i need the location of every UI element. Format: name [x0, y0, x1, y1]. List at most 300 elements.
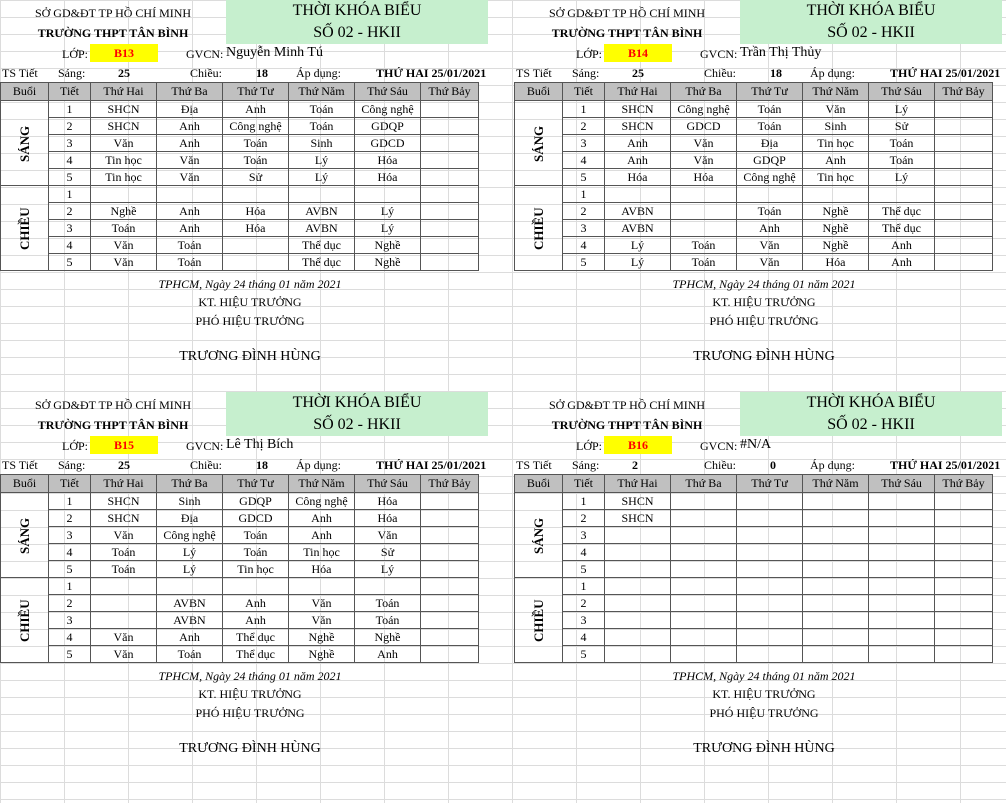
subject-cell[interactable]	[671, 595, 737, 612]
timetable-title: THỜI KHÓA BIỂU	[806, 394, 936, 411]
afternoon-count: 18	[256, 458, 268, 472]
subject-cell[interactable]: Lý	[605, 254, 671, 271]
subject-cell[interactable]: Lý	[869, 101, 935, 118]
subject-cell[interactable]	[803, 493, 869, 510]
subject-cell[interactable]: GDQP	[737, 152, 803, 169]
subject-cell[interactable]	[737, 629, 803, 646]
subject-cell[interactable]	[421, 169, 479, 186]
subject-cell[interactable]: Anh	[355, 646, 421, 663]
table-header-row	[515, 83, 993, 101]
subject-cell[interactable]	[605, 561, 671, 578]
subject-cell[interactable]: Anh	[605, 152, 671, 169]
subject-cell[interactable]	[605, 612, 671, 629]
subject-cell[interactable]: Toán	[869, 135, 935, 152]
subject-cell[interactable]	[421, 118, 479, 135]
subject-cell[interactable]: AVBN	[157, 612, 223, 629]
subject-cell[interactable]: SHCN	[605, 493, 671, 510]
subject-cell[interactable]: Địa	[157, 510, 223, 527]
subject-cell[interactable]	[935, 169, 993, 186]
subject-cell[interactable]	[737, 493, 803, 510]
subject-cell[interactable]: GDCD	[671, 118, 737, 135]
subject-cell[interactable]	[223, 578, 289, 595]
subject-cell[interactable]: Sinh	[289, 135, 355, 152]
subject-cell[interactable]: Tin học	[91, 152, 157, 169]
subject-cell[interactable]	[803, 629, 869, 646]
column-header: Thứ Bảy	[935, 83, 993, 101]
table-row	[1, 561, 479, 578]
subject-cell[interactable]: Nghề	[355, 237, 421, 254]
subject-cell[interactable]: Lý	[355, 203, 421, 220]
subject-cell[interactable]	[935, 237, 993, 254]
subject-cell[interactable]	[935, 578, 993, 595]
subject-cell[interactable]: GDQP	[355, 118, 421, 135]
subject-cell[interactable]	[869, 527, 935, 544]
subject-cell[interactable]	[157, 578, 223, 595]
subject-cell[interactable]	[671, 510, 737, 527]
subject-cell[interactable]: Hóa	[671, 169, 737, 186]
timetable-subtitle: SỐ 02 - HKII	[827, 24, 915, 41]
subject-cell[interactable]: Lý	[157, 561, 223, 578]
subject-cell[interactable]: Hóa	[223, 203, 289, 220]
table-row	[515, 510, 993, 527]
subject-cell[interactable]	[671, 544, 737, 561]
subject-cell[interactable]	[605, 629, 671, 646]
subject-cell[interactable]: Toán	[869, 152, 935, 169]
afternoon-label: Chiều:	[704, 66, 736, 80]
subject-cell[interactable]: Anh	[869, 254, 935, 271]
subject-cell[interactable]	[869, 629, 935, 646]
subject-cell[interactable]	[671, 612, 737, 629]
subject-cell[interactable]: Nghề	[355, 629, 421, 646]
subject-cell[interactable]: Anh	[803, 152, 869, 169]
column-header: Thứ Hai	[91, 83, 157, 101]
subject-cell[interactable]	[605, 544, 671, 561]
subject-cell[interactable]: Thể dục	[289, 237, 355, 254]
subject-cell[interactable]: Toán	[737, 203, 803, 220]
subject-cell[interactable]	[935, 186, 993, 203]
subject-cell[interactable]: Công nghệ	[223, 118, 289, 135]
subject-cell[interactable]: Lý	[355, 220, 421, 237]
subject-cell[interactable]	[421, 186, 479, 203]
subject-cell[interactable]: Sinh	[803, 118, 869, 135]
period-number: 2	[563, 203, 605, 220]
subject-cell[interactable]	[421, 237, 479, 254]
subject-cell[interactable]	[935, 118, 993, 135]
column-header: Thứ Bảy	[421, 475, 479, 493]
subject-cell[interactable]	[935, 152, 993, 169]
subject-cell[interactable]: Toán	[157, 646, 223, 663]
subject-cell[interactable]	[935, 135, 993, 152]
column-header: Thứ Sáu	[355, 83, 421, 101]
subject-cell[interactable]: Văn	[91, 527, 157, 544]
column-header: Thứ Tư	[223, 475, 289, 493]
subject-cell[interactable]: Toán	[91, 220, 157, 237]
subject-cell[interactable]	[935, 629, 993, 646]
subject-cell[interactable]: SHCN	[91, 493, 157, 510]
subject-cell[interactable]	[935, 612, 993, 629]
subject-cell[interactable]: Địa	[157, 101, 223, 118]
subject-cell[interactable]	[737, 561, 803, 578]
subject-cell[interactable]: Văn	[671, 152, 737, 169]
subject-cell[interactable]: Công nghệ	[737, 169, 803, 186]
subject-cell[interactable]: SHCN	[605, 101, 671, 118]
timetable-block	[514, 0, 1000, 393]
teacher-name[interactable]: Trần Thị Thủy	[740, 45, 822, 60]
subject-cell[interactable]: SHCN	[91, 101, 157, 118]
subject-cell[interactable]: GDCD	[223, 510, 289, 527]
subject-cell[interactable]	[605, 527, 671, 544]
subject-cell[interactable]: Anh	[289, 510, 355, 527]
subject-cell[interactable]: AVBN	[605, 203, 671, 220]
subject-cell[interactable]	[803, 561, 869, 578]
subject-cell[interactable]	[935, 220, 993, 237]
subject-cell[interactable]: Nghề	[289, 629, 355, 646]
subject-cell[interactable]: Toán	[157, 237, 223, 254]
period-number: 1	[563, 101, 605, 118]
subject-cell[interactable]: Hóa	[605, 169, 671, 186]
subject-cell[interactable]: Toán	[289, 101, 355, 118]
subject-cell[interactable]: Tin học	[803, 169, 869, 186]
subject-cell[interactable]	[421, 612, 479, 629]
period-number: 4	[49, 544, 91, 561]
kt-line: KT. HIỆU TRƯỞNG	[712, 295, 816, 309]
apply-label: Áp dụng:	[810, 458, 855, 472]
subject-cell[interactable]	[803, 186, 869, 203]
subject-cell[interactable]: Anh	[223, 101, 289, 118]
subject-cell[interactable]	[935, 527, 993, 544]
period-number: 1	[49, 101, 91, 118]
period-number: 4	[563, 629, 605, 646]
subject-cell[interactable]	[869, 186, 935, 203]
subject-cell[interactable]: Hóa	[803, 254, 869, 271]
subject-cell[interactable]: Tin học	[91, 169, 157, 186]
subject-cell[interactable]	[803, 612, 869, 629]
title-banner	[226, 392, 488, 436]
subject-cell[interactable]: Sử	[223, 169, 289, 186]
subject-cell[interactable]: Toán	[737, 101, 803, 118]
subject-cell[interactable]: Anh	[289, 527, 355, 544]
class-value[interactable]: B16	[604, 436, 672, 454]
session-label: CHIỀU	[515, 186, 563, 271]
subject-cell[interactable]	[935, 510, 993, 527]
subject-cell[interactable]: Nghề	[803, 237, 869, 254]
subject-cell[interactable]: Lý	[355, 561, 421, 578]
subject-cell[interactable]: AVBN	[289, 203, 355, 220]
teacher-name[interactable]: #N/A	[740, 437, 772, 452]
subject-cell[interactable]: Tin học	[803, 135, 869, 152]
subject-cell[interactable]	[157, 186, 223, 203]
subject-cell[interactable]: Toán	[223, 152, 289, 169]
subject-cell[interactable]	[671, 527, 737, 544]
column-header: Thứ Bảy	[935, 475, 993, 493]
subject-cell[interactable]: Lý	[605, 237, 671, 254]
timetable-block	[0, 0, 486, 393]
subject-cell[interactable]: Toán	[157, 254, 223, 271]
subject-cell[interactable]: Anh	[869, 237, 935, 254]
subject-cell[interactable]	[289, 578, 355, 595]
subject-cell[interactable]	[671, 629, 737, 646]
subject-cell[interactable]	[421, 254, 479, 271]
subject-cell[interactable]	[421, 578, 479, 595]
subject-cell[interactable]: AVBN	[605, 220, 671, 237]
subject-cell[interactable]	[605, 595, 671, 612]
subject-cell[interactable]	[355, 186, 421, 203]
subject-cell[interactable]: Hóa	[355, 493, 421, 510]
subject-cell[interactable]	[355, 578, 421, 595]
subject-cell[interactable]	[935, 646, 993, 663]
subject-cell[interactable]: GDCD	[355, 135, 421, 152]
subject-cell[interactable]: Hóa	[223, 220, 289, 237]
class-value[interactable]: B15	[90, 436, 158, 454]
subject-cell[interactable]: Địa	[737, 135, 803, 152]
subject-cell[interactable]	[223, 254, 289, 271]
subject-cell[interactable]: Anh	[223, 612, 289, 629]
subject-cell[interactable]	[935, 254, 993, 271]
subject-cell[interactable]: Công nghệ	[671, 101, 737, 118]
subject-cell[interactable]	[421, 493, 479, 510]
subject-cell[interactable]: Sinh	[157, 493, 223, 510]
subject-cell[interactable]: Lý	[157, 544, 223, 561]
subject-cell[interactable]: Lý	[289, 152, 355, 169]
subject-cell[interactable]	[91, 578, 157, 595]
subject-cell[interactable]: Văn	[737, 254, 803, 271]
subject-cell[interactable]: Hóa	[355, 152, 421, 169]
teacher-name[interactable]: Nguyễn Minh Tú	[226, 45, 323, 60]
subject-cell[interactable]: Toán	[289, 118, 355, 135]
subject-cell[interactable]: SHCN	[91, 118, 157, 135]
department-name: SỞ GD&ĐT TP HỒ CHÍ MINH	[548, 398, 706, 412]
period-number: 3	[49, 220, 91, 237]
table-header-row	[1, 475, 479, 493]
subject-cell[interactable]	[935, 595, 993, 612]
session-label: SÁNG	[1, 101, 49, 186]
subject-cell[interactable]: Anh	[223, 595, 289, 612]
subject-cell[interactable]	[803, 646, 869, 663]
subject-cell[interactable]: Anh	[605, 135, 671, 152]
subject-cell[interactable]: Nghề	[355, 254, 421, 271]
subject-cell[interactable]	[421, 220, 479, 237]
subject-cell[interactable]: Hóa	[355, 169, 421, 186]
subject-cell[interactable]	[421, 510, 479, 527]
subject-cell[interactable]	[935, 544, 993, 561]
subject-cell[interactable]	[737, 510, 803, 527]
subject-cell[interactable]: Hóa	[355, 510, 421, 527]
subject-cell[interactable]	[803, 578, 869, 595]
subject-cell[interactable]	[737, 544, 803, 561]
subject-cell[interactable]: Anh	[157, 220, 223, 237]
subject-cell[interactable]	[421, 152, 479, 169]
subject-cell[interactable]: Lý	[869, 169, 935, 186]
period-number: 3	[563, 527, 605, 544]
morning-label: Sáng:	[572, 458, 600, 472]
subject-cell[interactable]: Văn	[91, 646, 157, 663]
subject-cell[interactable]: Tin học	[289, 544, 355, 561]
subject-cell[interactable]: Văn	[91, 254, 157, 271]
subject-cell[interactable]: Anh	[737, 220, 803, 237]
subject-cell[interactable]	[869, 561, 935, 578]
subject-cell[interactable]	[421, 646, 479, 663]
subject-cell[interactable]: SHCN	[605, 510, 671, 527]
subject-cell[interactable]	[605, 186, 671, 203]
subject-cell[interactable]: Toán	[355, 595, 421, 612]
class-value[interactable]: B13	[90, 44, 158, 62]
subject-cell[interactable]	[421, 561, 479, 578]
subject-cell[interactable]	[869, 646, 935, 663]
subject-cell[interactable]: Văn	[157, 169, 223, 186]
teacher-name[interactable]: Lê Thị Bích	[226, 437, 294, 452]
subject-cell[interactable]: Lý	[289, 169, 355, 186]
subject-cell[interactable]	[605, 646, 671, 663]
subject-cell[interactable]: Công nghệ	[355, 101, 421, 118]
subject-cell[interactable]	[803, 510, 869, 527]
column-header: Thứ Hai	[605, 83, 671, 101]
morning-label: Sáng:	[58, 66, 86, 80]
subject-cell[interactable]: Văn	[91, 629, 157, 646]
period-number: 3	[563, 612, 605, 629]
subject-cell[interactable]: Thể dục	[869, 203, 935, 220]
subject-cell[interactable]	[289, 186, 355, 203]
subject-cell[interactable]	[803, 544, 869, 561]
subject-cell[interactable]	[671, 203, 737, 220]
table-row	[1, 510, 479, 527]
subject-cell[interactable]: Văn	[803, 101, 869, 118]
subject-cell[interactable]	[935, 561, 993, 578]
subject-cell[interactable]: Toán	[223, 135, 289, 152]
subject-cell[interactable]: Toán	[91, 544, 157, 561]
subject-cell[interactable]	[737, 527, 803, 544]
table-row	[1, 493, 479, 510]
timetable-subtitle: SỐ 02 - HKII	[313, 416, 401, 433]
subject-cell[interactable]: Thể dục	[223, 646, 289, 663]
subject-cell[interactable]: Hóa	[289, 561, 355, 578]
subject-cell[interactable]	[935, 493, 993, 510]
subject-cell[interactable]: GDQP	[223, 493, 289, 510]
subject-cell[interactable]: Nghề	[803, 203, 869, 220]
column-header: Thứ Tư	[223, 83, 289, 101]
column-header: Thứ Ba	[671, 83, 737, 101]
column-header: Thứ Năm	[289, 475, 355, 493]
afternoon-count: 18	[770, 66, 782, 80]
subject-cell[interactable]	[421, 629, 479, 646]
class-value[interactable]: B14	[604, 44, 672, 62]
subject-cell[interactable]	[935, 101, 993, 118]
subject-cell[interactable]	[421, 101, 479, 118]
subject-cell[interactable]: Toán	[737, 118, 803, 135]
department-name: SỞ GD&ĐT TP HỒ CHÍ MINH	[34, 398, 192, 412]
subject-cell[interactable]	[671, 186, 737, 203]
period-number: 1	[49, 186, 91, 203]
subject-cell[interactable]	[223, 186, 289, 203]
subject-cell[interactable]	[869, 578, 935, 595]
subject-cell[interactable]: Thể dục	[869, 220, 935, 237]
subject-cell[interactable]: Công nghệ	[157, 527, 223, 544]
subject-cell[interactable]: Toán	[355, 612, 421, 629]
afternoon-label: Chiều:	[190, 66, 222, 80]
subject-cell[interactable]: SHCN	[605, 118, 671, 135]
subject-cell[interactable]	[671, 578, 737, 595]
subject-cell[interactable]	[671, 561, 737, 578]
session-label: SÁNG	[515, 493, 563, 578]
subject-cell[interactable]: Văn	[91, 237, 157, 254]
subject-cell[interactable]: Sử	[355, 544, 421, 561]
subject-cell[interactable]	[91, 595, 157, 612]
subject-cell[interactable]: AVBN	[289, 220, 355, 237]
subject-cell[interactable]	[737, 612, 803, 629]
schedule-table	[0, 474, 479, 663]
subject-cell[interactable]	[869, 510, 935, 527]
subject-cell[interactable]: Anh	[157, 118, 223, 135]
subject-cell[interactable]: Công nghệ	[289, 493, 355, 510]
subject-cell[interactable]	[223, 237, 289, 254]
subject-cell[interactable]: Nghề	[289, 646, 355, 663]
period-number: 4	[49, 629, 91, 646]
subject-cell[interactable]	[737, 578, 803, 595]
subject-cell[interactable]: Văn	[289, 595, 355, 612]
subject-cell[interactable]: Thể dục	[223, 629, 289, 646]
subject-cell[interactable]: Văn	[157, 152, 223, 169]
subject-cell[interactable]	[421, 135, 479, 152]
subject-cell[interactable]: Văn	[737, 237, 803, 254]
subject-cell[interactable]	[803, 595, 869, 612]
apply-date: THỨ HAI 25/01/2021	[376, 458, 487, 472]
subject-cell[interactable]	[869, 612, 935, 629]
subject-cell[interactable]	[869, 544, 935, 561]
column-header: Thứ Năm	[803, 83, 869, 101]
subject-cell[interactable]: Toán	[91, 561, 157, 578]
subject-cell[interactable]: Thể dục	[289, 254, 355, 271]
subject-cell[interactable]	[869, 595, 935, 612]
subject-cell[interactable]: AVBN	[157, 595, 223, 612]
subject-cell[interactable]: Toán	[671, 237, 737, 254]
subject-cell[interactable]	[91, 612, 157, 629]
subject-cell[interactable]	[605, 578, 671, 595]
subject-cell[interactable]: Toán	[223, 544, 289, 561]
subject-cell[interactable]: Anh	[157, 629, 223, 646]
table-row	[515, 544, 993, 561]
subject-cell[interactable]	[737, 595, 803, 612]
subject-cell[interactable]	[737, 186, 803, 203]
subject-cell[interactable]	[737, 646, 803, 663]
subject-cell[interactable]: Toán	[223, 527, 289, 544]
subject-cell[interactable]: Toán	[671, 254, 737, 271]
subject-cell[interactable]	[421, 527, 479, 544]
subject-cell[interactable]	[671, 493, 737, 510]
subject-cell[interactable]	[935, 203, 993, 220]
subject-cell[interactable]	[869, 493, 935, 510]
subject-cell[interactable]	[421, 203, 479, 220]
subject-cell[interactable]	[671, 646, 737, 663]
subject-cell[interactable]: Anh	[157, 135, 223, 152]
subject-cell[interactable]: Nghề	[91, 203, 157, 220]
date-line: TPHCM, Ngày 24 tháng 01 năm 2021	[158, 669, 342, 683]
table-row	[515, 101, 993, 118]
subject-cell[interactable]: Văn	[355, 527, 421, 544]
subject-cell[interactable]: Anh	[157, 203, 223, 220]
period-number: 2	[49, 118, 91, 135]
subject-cell[interactable]: SHCN	[91, 510, 157, 527]
subject-cell[interactable]	[421, 595, 479, 612]
subject-cell[interactable]: Văn	[289, 612, 355, 629]
subject-cell[interactable]	[803, 527, 869, 544]
subject-cell[interactable]: Sử	[869, 118, 935, 135]
subject-cell[interactable]: Nghề	[803, 220, 869, 237]
subject-cell[interactable]	[671, 220, 737, 237]
subject-cell[interactable]: Văn	[671, 135, 737, 152]
subject-cell[interactable]: Văn	[91, 135, 157, 152]
subject-cell[interactable]: Tin học	[223, 561, 289, 578]
subject-cell[interactable]	[91, 186, 157, 203]
subject-cell[interactable]	[421, 544, 479, 561]
